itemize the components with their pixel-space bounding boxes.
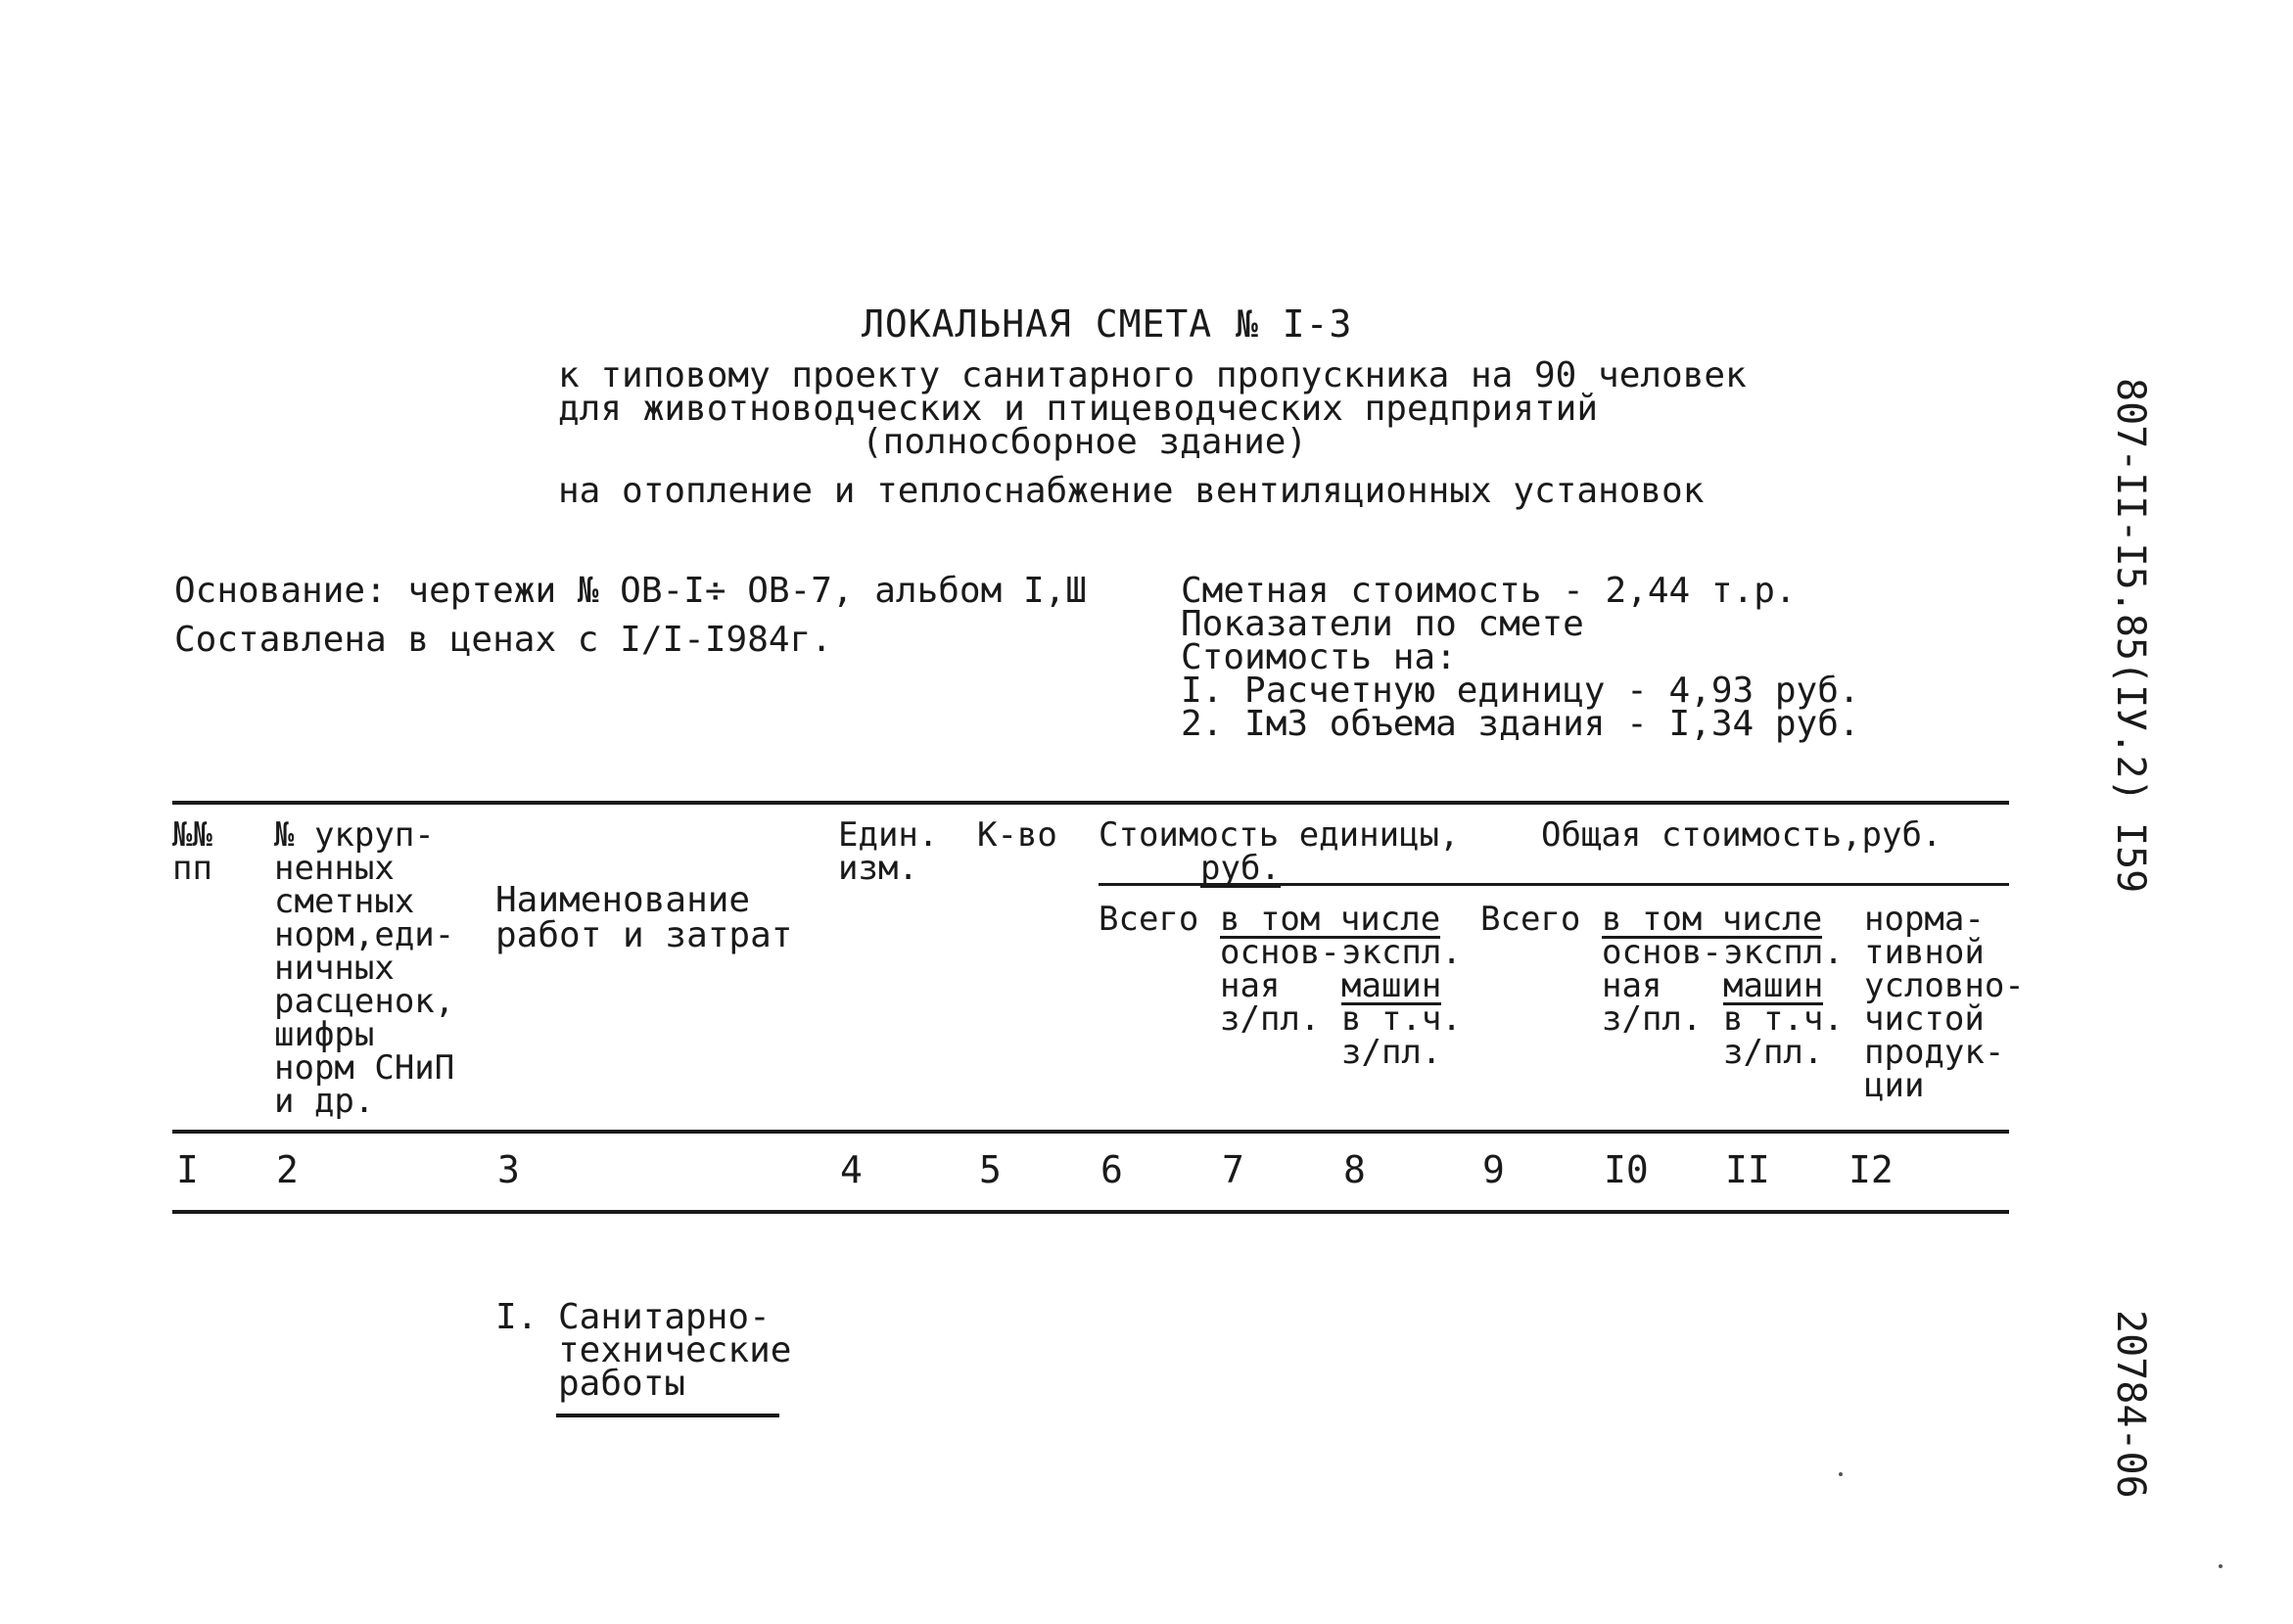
basis-prices: Составлена в ценах с I/I-I984г.	[174, 620, 832, 660]
header-total-cost: Общая стоимость,руб.	[1541, 815, 1942, 855]
cost-per-m3: 2. Iм3 объема здания - I,34 руб.	[1181, 704, 1860, 744]
header-unit-cost-line2: руб.	[1200, 849, 1281, 888]
header-col5: К-во	[977, 815, 1057, 855]
header-col11-line1: экспл.	[1723, 933, 1844, 972]
subtitle-line-3: (полносборное здание)	[862, 422, 1308, 462]
header-col1-line2: пп	[172, 849, 212, 888]
header-col2-line6: расценок,	[274, 982, 455, 1021]
header-col10-line3: з/пл.	[1602, 999, 1703, 1039]
column-number-4: 4	[840, 1148, 863, 1191]
header-col8-line2: машин	[1341, 966, 1442, 1005]
header-col8-line3: в т.ч.	[1341, 999, 1462, 1039]
header-col9: Всего	[1480, 900, 1581, 939]
table-top-rule	[172, 801, 2009, 805]
cost-per-unit: I. Расчетную единицу - 4,93 руб.	[1181, 671, 1860, 711]
subtitle-line-2: для животноводческих и птицеводческих предприятий	[558, 389, 1599, 429]
header-col7-line2: ная	[1220, 966, 1281, 1005]
column-number-2: 2	[276, 1148, 299, 1191]
header-col10-line1: основ-	[1602, 933, 1722, 972]
cost-per-heading: Стоимость на:	[1181, 637, 1457, 677]
scan-speck	[2219, 1564, 2223, 1568]
header-col12-line5: продук-	[1864, 1033, 2005, 1072]
header-col12-line6: ции	[1864, 1066, 1925, 1105]
section-title-line2: технические	[558, 1330, 792, 1370]
header-col2-line3: сметных	[274, 882, 415, 921]
document-code: 807-II-I5.85(IУ.2)	[2108, 378, 2153, 803]
header-bottom-rule	[172, 1130, 2009, 1134]
header-col12-line3: условно-	[1864, 966, 2025, 1005]
archive-number: 20784-06	[2108, 1310, 2153, 1499]
section-title-line3: работы	[558, 1364, 686, 1404]
column-number-3: 3	[497, 1148, 520, 1191]
page-number: I59	[2108, 822, 2153, 894]
column-number-6: 6	[1100, 1148, 1123, 1191]
subtitle-line-1: к типовому проекту санитарного пропускника на 90 человек	[558, 355, 1747, 395]
section-title-line1: Санитарно-	[558, 1297, 771, 1337]
estimated-cost: Сметная стоимость - 2,44 т.р.	[1181, 571, 1797, 611]
scan-speck	[1839, 1472, 1843, 1476]
header-col12-line2: тивной	[1864, 933, 1985, 972]
header-col7-8-group: в том числе	[1220, 900, 1441, 939]
indicators-heading: Показатели по смете	[1181, 604, 1584, 644]
header-col3-line1: Наименование	[495, 880, 751, 920]
column-number-1: I	[176, 1148, 199, 1191]
column-number-7: 7	[1222, 1148, 1244, 1191]
header-col8-line4: з/пл.	[1341, 1033, 1442, 1072]
section-number: I.	[495, 1297, 538, 1337]
header-col7-line1: основ-	[1220, 933, 1340, 972]
header-col12-line4: чистой	[1864, 999, 1985, 1039]
header-col1-line1: №№	[172, 815, 212, 855]
header-col11-line4: з/пл.	[1723, 1033, 1824, 1072]
header-col2-line2: ненных	[274, 849, 395, 888]
column-number-8: 8	[1343, 1148, 1366, 1191]
column-number-10: I0	[1604, 1148, 1649, 1191]
header-col10-11-group: в том числе	[1602, 900, 1823, 939]
header-col7-line3: з/пл.	[1220, 999, 1321, 1039]
header-col2-line9: и др.	[274, 1082, 375, 1121]
header-col3-line2: работ и затрат	[495, 915, 793, 955]
header-col11-line3: в т.ч.	[1723, 999, 1844, 1039]
header-col8-line1: экспл.	[1341, 933, 1462, 972]
header-col2-line1: № укруп-	[274, 815, 435, 855]
header-col4-line2: изм.	[838, 849, 918, 888]
column-number-5: 5	[979, 1148, 1002, 1191]
column-number-12: I2	[1848, 1148, 1894, 1191]
header-col2-line4: норм,еди-	[274, 915, 455, 954]
header-col12-line1: норма-	[1864, 900, 1985, 939]
header-col2-line8: норм СНиП	[274, 1048, 455, 1088]
section-title-underline	[556, 1414, 779, 1417]
header-col10-line2: ная	[1602, 966, 1662, 1005]
header-col6: Всего	[1099, 900, 1199, 939]
basis-drawings: Основание: чертежи № ОВ-I÷ ОВ-7, альбом I,Ш	[174, 571, 1087, 611]
header-col2-line5: ничных	[274, 949, 395, 988]
header-col2-line7: шифры	[274, 1015, 375, 1054]
subtitle-line-4: на отопление и теплоснабжение вентиляционных установок	[558, 471, 1705, 511]
header-col4-line1: Един.	[838, 815, 939, 855]
column-number-9: 9	[1482, 1148, 1505, 1191]
estimate-title: ЛОКАЛЬНАЯ СМЕТА № I-3	[862, 302, 1353, 346]
column-number-11: II	[1725, 1148, 1770, 1191]
column-numbers-bottom-rule	[172, 1210, 2009, 1214]
header-unit-cost-line1: Стоимость единицы,	[1099, 815, 1460, 855]
header-col11-line2: машин	[1723, 966, 1824, 1005]
